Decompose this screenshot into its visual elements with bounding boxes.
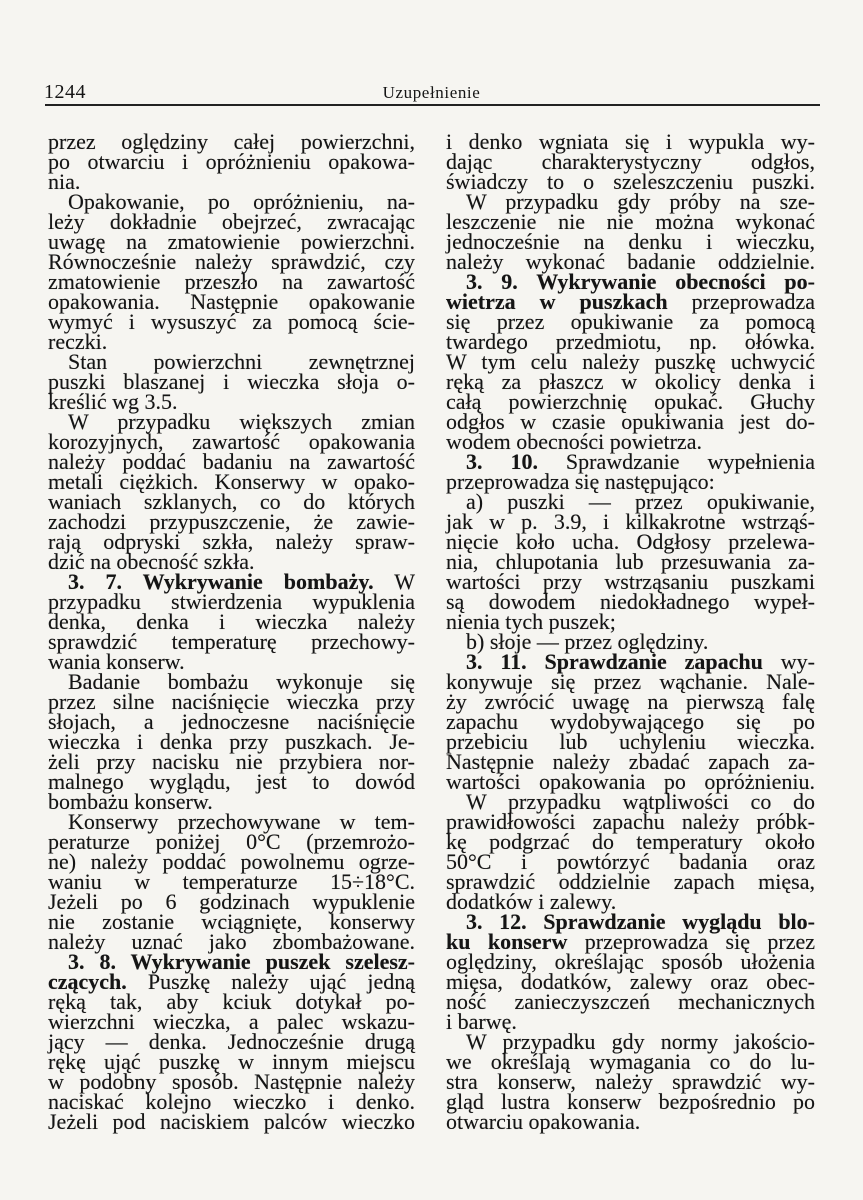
text-line: wierzchni wieczka, a palec wskazu- (48, 1009, 415, 1034)
section-heading: wietrza w puszkach (446, 289, 668, 314)
text-line: opakowania. Następnie opakowanie (48, 289, 415, 314)
text-line: W przypadku gdy próby na sze- (466, 189, 815, 214)
text-line: i barwę. (446, 1009, 517, 1034)
text-line: Stan powierzchni zewnętrznej (68, 349, 415, 374)
text-line: Jeżeli po 6 godzinach wypuklenie (48, 889, 415, 914)
text-line: wartości przy wstrząsaniu puszkami (446, 569, 815, 594)
text-line: bombażu konserw. (48, 789, 213, 814)
text-line: metali ciężkich. Konserwy w opako- (48, 469, 415, 494)
text-line: ność zanieczyszczeń mechanicznych (446, 989, 815, 1014)
text-line: zapachu wydobywającego się po (446, 709, 815, 734)
text-line: są dowodem niedokładnego wypeł- (446, 589, 815, 614)
left-column (48, 129, 415, 1134)
text-line: leży dokładnie obejrzeć, zwracając (48, 209, 415, 234)
text-line: denka, denka i wieczka należy (48, 609, 415, 634)
text-line: waniu w temperaturze 15÷18°C. (48, 869, 415, 894)
text-line: dzić na obecność szkła. (48, 549, 255, 574)
text-line: nie zostanie wciągnięte, konserwy (48, 909, 415, 934)
text-line: oględziny, określając sposób ułożenia (446, 949, 815, 974)
text-line: Opakowanie, po opróżnieniu, na- (68, 189, 415, 214)
text-fragment: przeprowadza (691, 289, 815, 314)
text-line: wartości opakowania po opróżnieniu. (446, 769, 815, 794)
text-line: twardego przedmiotu, np. ołówka. (446, 329, 815, 354)
section-heading: 3. 10. (466, 449, 538, 474)
text-line: przeprowadza się następująco: (446, 469, 715, 494)
text-line: a) puszki — przez opukiwanie, (466, 489, 815, 514)
text-line: prawidłowości zapachu należy próbk- (446, 809, 815, 834)
text-line: W tym celu należy puszkę uchwycić (446, 349, 815, 374)
text-fragment: W (394, 569, 415, 594)
text-line: otwarciu opakowania. (446, 1109, 641, 1134)
text-line: całą powierzchnię opukać. Głuchy (446, 389, 815, 414)
text-fragment: przeprowadza się przez (584, 929, 816, 954)
text-line: b) słoje — przez oględziny. (466, 629, 709, 654)
text-line: kę podgrzać do temperatury około (446, 829, 815, 854)
text-line: po otwarciu i opróżnieniu opakowa- (48, 149, 415, 174)
text-line: przez silne naciśnięcie wieczka przy (48, 689, 415, 714)
text-line: odgłos w czasie opukiwania jest do- (446, 409, 815, 434)
text-line: ne) należy poddać powolnemu ogrze- (48, 849, 415, 874)
text-line: zachodzi przypuszczenie, że zawie- (48, 509, 415, 534)
text-line: gląd lustra konserw bezpośrednio po (446, 1089, 815, 1114)
text-line: leszczenie nie nie można wykonać (446, 209, 815, 234)
text-line: ręką tak, aby kciuk dotykał po- (48, 989, 415, 1014)
text-line: przypadku stwierdzenia wypuklenia (48, 589, 415, 614)
text-line: uwagę na zmatowienie powierzchni. (48, 229, 415, 254)
text-line: mięsa, dodatków, zalewy oraz obec- (446, 969, 815, 994)
section-heading: 3. 9. Wykrywanie obecności po- (466, 269, 815, 294)
text-line: się przez opukiwanie za pomocą (446, 309, 815, 334)
text-line: rękę ująć puszkę w innym miejscu (48, 1049, 415, 1074)
text-line: i denko wgniata się i wypukla wy- (446, 129, 815, 154)
right-column (446, 129, 816, 1134)
text-line: W przypadku większych zmian (68, 409, 415, 434)
text-line: sprawdzić oddzielnie zapach mięsa, (446, 869, 815, 894)
section-heading: 3. 11. Sprawdzanie zapachu (466, 649, 763, 674)
text-fragment: Puszkę należy ująć jedną (147, 969, 415, 994)
text-line: jak w p. 3.9, i kilkakrotne wstrząś- (446, 509, 815, 534)
text-line: Następnie należy zbadać zapach za- (446, 749, 815, 774)
text-line: wodem obecności powietrza. (446, 429, 702, 454)
text-line: W przypadku wątpliwości co do (466, 789, 815, 814)
page-number: 1244 (44, 81, 86, 103)
text-line: nia, chlupotania lub przesuwania za- (446, 549, 815, 574)
text-line: konywuje się przez wąchanie. Nale- (446, 669, 815, 694)
text-line: nienia tych puszek; (446, 609, 616, 634)
text-line: jednocześnie na denku i wieczku, (446, 229, 815, 254)
text-line: w podobny sposób. Następnie należy (48, 1069, 415, 1094)
text-line: jący — denka. Jednocześnie drugą (48, 1029, 415, 1054)
text-line: należy wykonać badanie oddzielnie. (446, 249, 815, 274)
text-line: dając charakterystyczny odgłos, (446, 149, 815, 174)
text-line: należy poddać badaniu na zawartość (48, 449, 415, 474)
text-line: W przypadku gdy normy jakościo- (466, 1029, 815, 1054)
text-line: kreślić wg 3.5. (48, 389, 178, 414)
text-line: wymyć i wysuszyć za pomocą ście- (48, 309, 415, 334)
text-line: peraturze poniżej 0°C (przemrożo- (48, 829, 415, 854)
text-line: 50°C i powtórzyć badania oraz (446, 849, 815, 874)
text-line: Badanie bombażu wykonuje się (68, 669, 415, 694)
text-line: Jeżeli pod naciskiem palców wieczko (48, 1109, 415, 1134)
text-line: dodatków i zalewy. (446, 889, 617, 914)
text-line: Konserwy przechowywane w tem- (68, 809, 415, 834)
text-line: ży zwrócić uwagę na pierwszą falę (446, 689, 815, 714)
text-line: wieczka i denka przy puszkach. Je- (48, 729, 415, 754)
section-heading: 3. 7. Wykrywanie bombaży. (68, 569, 374, 594)
text-line: przebiciu lub uchyleniu wieczka. (446, 729, 815, 754)
text-line: świadczy to o szeleszczeniu puszki. (446, 169, 815, 194)
text-line: należy uznać jako zbombażowane. (48, 929, 415, 954)
text-line: malnego wyglądu, jest to dowód (48, 769, 415, 794)
text-fragment: wy- (780, 649, 816, 674)
section-heading: czących. (48, 969, 127, 994)
text-line: reczki. (48, 329, 108, 354)
text-line: sprawdzić temperaturę przechowy- (48, 629, 415, 654)
text-fragment: Sprawdzanie wypełnienia (565, 449, 815, 474)
text-line: puszki blaszanej i wieczka słoja o- (48, 369, 415, 394)
text-line: we określają wymagania co do lu- (446, 1049, 815, 1074)
text-line: ręką za płaszcz w okolicy denka i (446, 369, 815, 394)
section-heading: 3. 12. Sprawdzanie wyglądu blo- (466, 909, 815, 934)
text-line: stra konserw, należy sprawdzić wy- (446, 1069, 815, 1094)
section-heading: 3. 8. Wykrywanie puszek szelesz- (68, 949, 415, 974)
text-line: przez oględziny całej powierzchni, (48, 129, 415, 154)
text-line: nięcie koło ucha. Odgłosy przelewa- (446, 529, 815, 554)
text-line: Równocześnie należy sprawdzić, czy (48, 249, 415, 274)
text-line: zmatowienie przeszło na zawartość (48, 269, 415, 294)
header-rule (45, 104, 820, 106)
text-line: nia. (48, 169, 81, 194)
text-line: rają odpryski szkła, należy spraw- (48, 529, 415, 554)
text-line: korozyjnych, zawartość opakowania (48, 429, 415, 454)
text-line: wania konserw. (48, 649, 185, 674)
running-title: Uzupełnienie (382, 83, 481, 102)
text-line: żeli przy nacisku nie przybiera nor- (48, 749, 415, 774)
text-line: waniach szklanych, co do których (48, 489, 415, 514)
text-line: naciskać kolejno wieczko i denko. (48, 1089, 415, 1114)
text-line: słojach, a jednoczesne naciśnięcie (48, 709, 415, 734)
section-heading: ku konserw (446, 929, 568, 954)
